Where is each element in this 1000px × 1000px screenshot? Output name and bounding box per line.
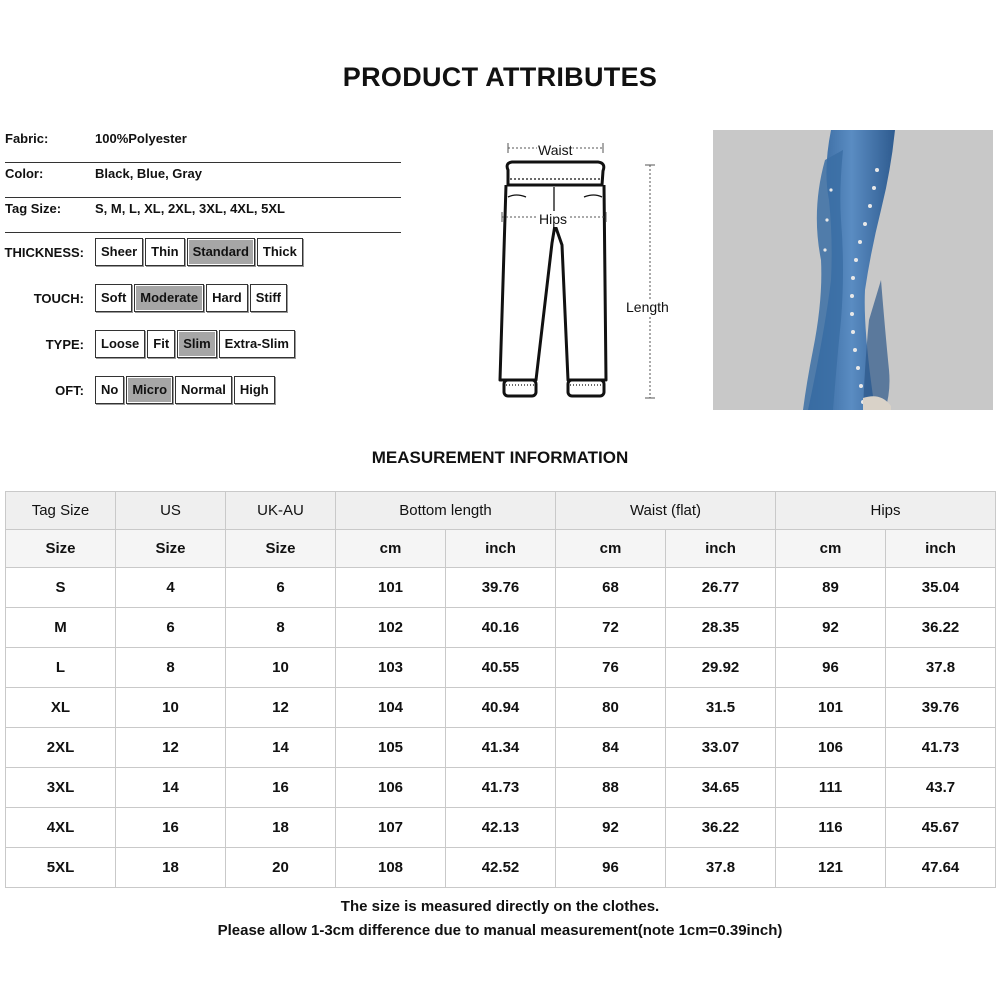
table-cell: 16 [116, 808, 226, 848]
table-cell: 20 [226, 848, 336, 888]
waist-label: Waist [538, 142, 573, 158]
option-chip: Standard [187, 238, 255, 266]
option-chip: Thin [145, 238, 184, 266]
table-cell: 8 [226, 608, 336, 648]
table-cell: 2XL [6, 728, 116, 768]
table-header-row [6, 492, 996, 530]
hips-label: Hips [539, 211, 568, 227]
table-cell: 40.94 [446, 688, 556, 728]
table-cell: 36.22 [886, 608, 996, 648]
option-chip: Loose [95, 330, 145, 358]
table-cell: 4XL [6, 808, 116, 848]
table-cell: 68 [556, 568, 666, 608]
table-cell: 96 [556, 848, 666, 888]
option-chip: Moderate [134, 284, 204, 312]
table-row [6, 648, 996, 688]
table-cell: 102 [336, 608, 446, 648]
table-cell: 103 [336, 648, 446, 688]
option-chip: Slim [177, 330, 216, 358]
table-cell: 92 [556, 808, 666, 848]
option-chip: Thick [257, 238, 303, 266]
option-group [95, 284, 287, 312]
attr-value: S, M, L, XL, 2XL, 3XL, 4XL, 5XL [95, 201, 285, 216]
table-cell: 92 [776, 608, 886, 648]
option-chip: Normal [175, 376, 232, 404]
table-row [6, 608, 996, 648]
pants-outline-icon [470, 135, 710, 415]
table-cell: 116 [776, 808, 886, 848]
table-cell: 80 [556, 688, 666, 728]
measurement-title: MEASUREMENT INFORMATION [371, 448, 629, 467]
table-cell: 39.76 [886, 688, 996, 728]
table-cell: 37.8 [666, 848, 776, 888]
table-cell: 42.13 [446, 808, 556, 848]
option-group [95, 238, 303, 266]
table-row [6, 568, 996, 608]
table-cell: 10 [226, 648, 336, 688]
table-cell: 72 [556, 608, 666, 648]
table-cell: 43.7 [886, 768, 996, 808]
table-header-cell: Waist (flat) [556, 492, 776, 530]
table-cell: 40.16 [446, 608, 556, 648]
attr-value: 100%Polyester [95, 131, 187, 146]
table-row [6, 688, 996, 728]
table-cell: 3XL [6, 768, 116, 808]
table-cell: 108 [336, 848, 446, 888]
table-cell: 84 [556, 728, 666, 768]
table-cell: 106 [336, 768, 446, 808]
model-photo [713, 130, 993, 410]
table-row [6, 848, 996, 888]
table-cell: 35.04 [886, 568, 996, 608]
attr-key: Tag Size: [5, 201, 62, 216]
option-label: TYPE: [45, 337, 84, 352]
table-subheader-cell: Size [226, 530, 336, 568]
option-chip: Fit [147, 330, 175, 358]
table-cell: 37.8 [886, 648, 996, 688]
table-cell: 101 [336, 568, 446, 608]
table-header-cell: UK-AU [226, 492, 336, 530]
table-row [6, 728, 996, 768]
table-cell: 4 [116, 568, 226, 608]
length-label: Length [626, 299, 669, 315]
table-cell: 8 [116, 648, 226, 688]
table-cell: 39.76 [446, 568, 556, 608]
table-subheader-cell: inch [886, 530, 996, 568]
pants-size-diagram [470, 135, 710, 415]
option-chip: Extra-Slim [219, 330, 295, 358]
option-chip: Stiff [250, 284, 287, 312]
option-chip: Micro [126, 376, 173, 404]
table-cell: 88 [556, 768, 666, 808]
attr-row-fabric [5, 128, 401, 163]
table-cell: 18 [116, 848, 226, 888]
option-chip: Sheer [95, 238, 143, 266]
table-cell: 29.92 [666, 648, 776, 688]
table-cell: 18 [226, 808, 336, 848]
table-cell: 31.5 [666, 688, 776, 728]
option-chip: No [95, 376, 124, 404]
table-cell: L [6, 648, 116, 688]
page-title: PRODUCT ATTRIBUTES [342, 62, 658, 92]
attr-row-tag-size [5, 198, 401, 233]
table-cell: 34.65 [666, 768, 776, 808]
table-cell: 14 [116, 768, 226, 808]
option-chip: Hard [206, 284, 248, 312]
table-cell: 76 [556, 648, 666, 688]
table-subheader-cell: Size [116, 530, 226, 568]
attr-row-color [5, 163, 401, 198]
table-cell: 6 [116, 608, 226, 648]
table-cell: 111 [776, 768, 886, 808]
option-group [95, 330, 295, 358]
table-header-cell: Hips [776, 492, 996, 530]
note-line-2: Please allow 1-3cm difference due to manual measurement(note 1cm=0.39inch) [217, 922, 783, 939]
option-label: OFT: [55, 383, 84, 398]
table-cell: 26.77 [666, 568, 776, 608]
table-cell: 41.73 [886, 728, 996, 768]
table-subheader-cell: cm [776, 530, 886, 568]
table-cell: 107 [336, 808, 446, 848]
table-subheader-cell: inch [446, 530, 556, 568]
option-label: THICKNESS: [4, 245, 84, 260]
table-row [6, 768, 996, 808]
table-cell: 41.73 [446, 768, 556, 808]
table-cell: 12 [226, 688, 336, 728]
table-cell: 10 [116, 688, 226, 728]
table-cell: XL [6, 688, 116, 728]
option-chip: High [234, 376, 275, 404]
table-cell: 106 [776, 728, 886, 768]
table-subheader-cell: inch [666, 530, 776, 568]
table-cell: 121 [776, 848, 886, 888]
option-group [95, 376, 275, 404]
note-line-1: The size is measured directly on the clothes. [340, 898, 660, 915]
table-cell: M [6, 608, 116, 648]
table-cell: 33.07 [666, 728, 776, 768]
table-cell: 12 [116, 728, 226, 768]
table-cell: 16 [226, 768, 336, 808]
table-subheader-row [6, 530, 996, 568]
table-cell: 40.55 [446, 648, 556, 688]
table-header-cell: Tag Size [6, 492, 116, 530]
table-cell: 47.64 [886, 848, 996, 888]
table-cell: 101 [776, 688, 886, 728]
table-header-cell: US [116, 492, 226, 530]
table-cell: 104 [336, 688, 446, 728]
table-cell: 6 [226, 568, 336, 608]
attr-value: Black, Blue, Gray [95, 166, 202, 181]
table-subheader-cell: cm [556, 530, 666, 568]
table-cell: 41.34 [446, 728, 556, 768]
size-table [5, 491, 996, 888]
flare-jeans-photo-icon [713, 130, 993, 410]
table-cell: 36.22 [666, 808, 776, 848]
table-cell: 5XL [6, 848, 116, 888]
table-cell: 45.67 [886, 808, 996, 848]
table-row [6, 808, 996, 848]
table-subheader-cell: cm [336, 530, 446, 568]
table-cell: 96 [776, 648, 886, 688]
option-label: TOUCH: [33, 291, 84, 306]
option-chip: Soft [95, 284, 132, 312]
table-cell: S [6, 568, 116, 608]
table-cell: 28.35 [666, 608, 776, 648]
attr-key: Color: [5, 166, 44, 181]
table-header-cell: Bottom length [336, 492, 556, 530]
table-subheader-cell: Size [6, 530, 116, 568]
attr-key: Fabric: [5, 131, 49, 146]
table-cell: 14 [226, 728, 336, 768]
table-cell: 42.52 [446, 848, 556, 888]
table-cell: 105 [336, 728, 446, 768]
table-cell: 89 [776, 568, 886, 608]
